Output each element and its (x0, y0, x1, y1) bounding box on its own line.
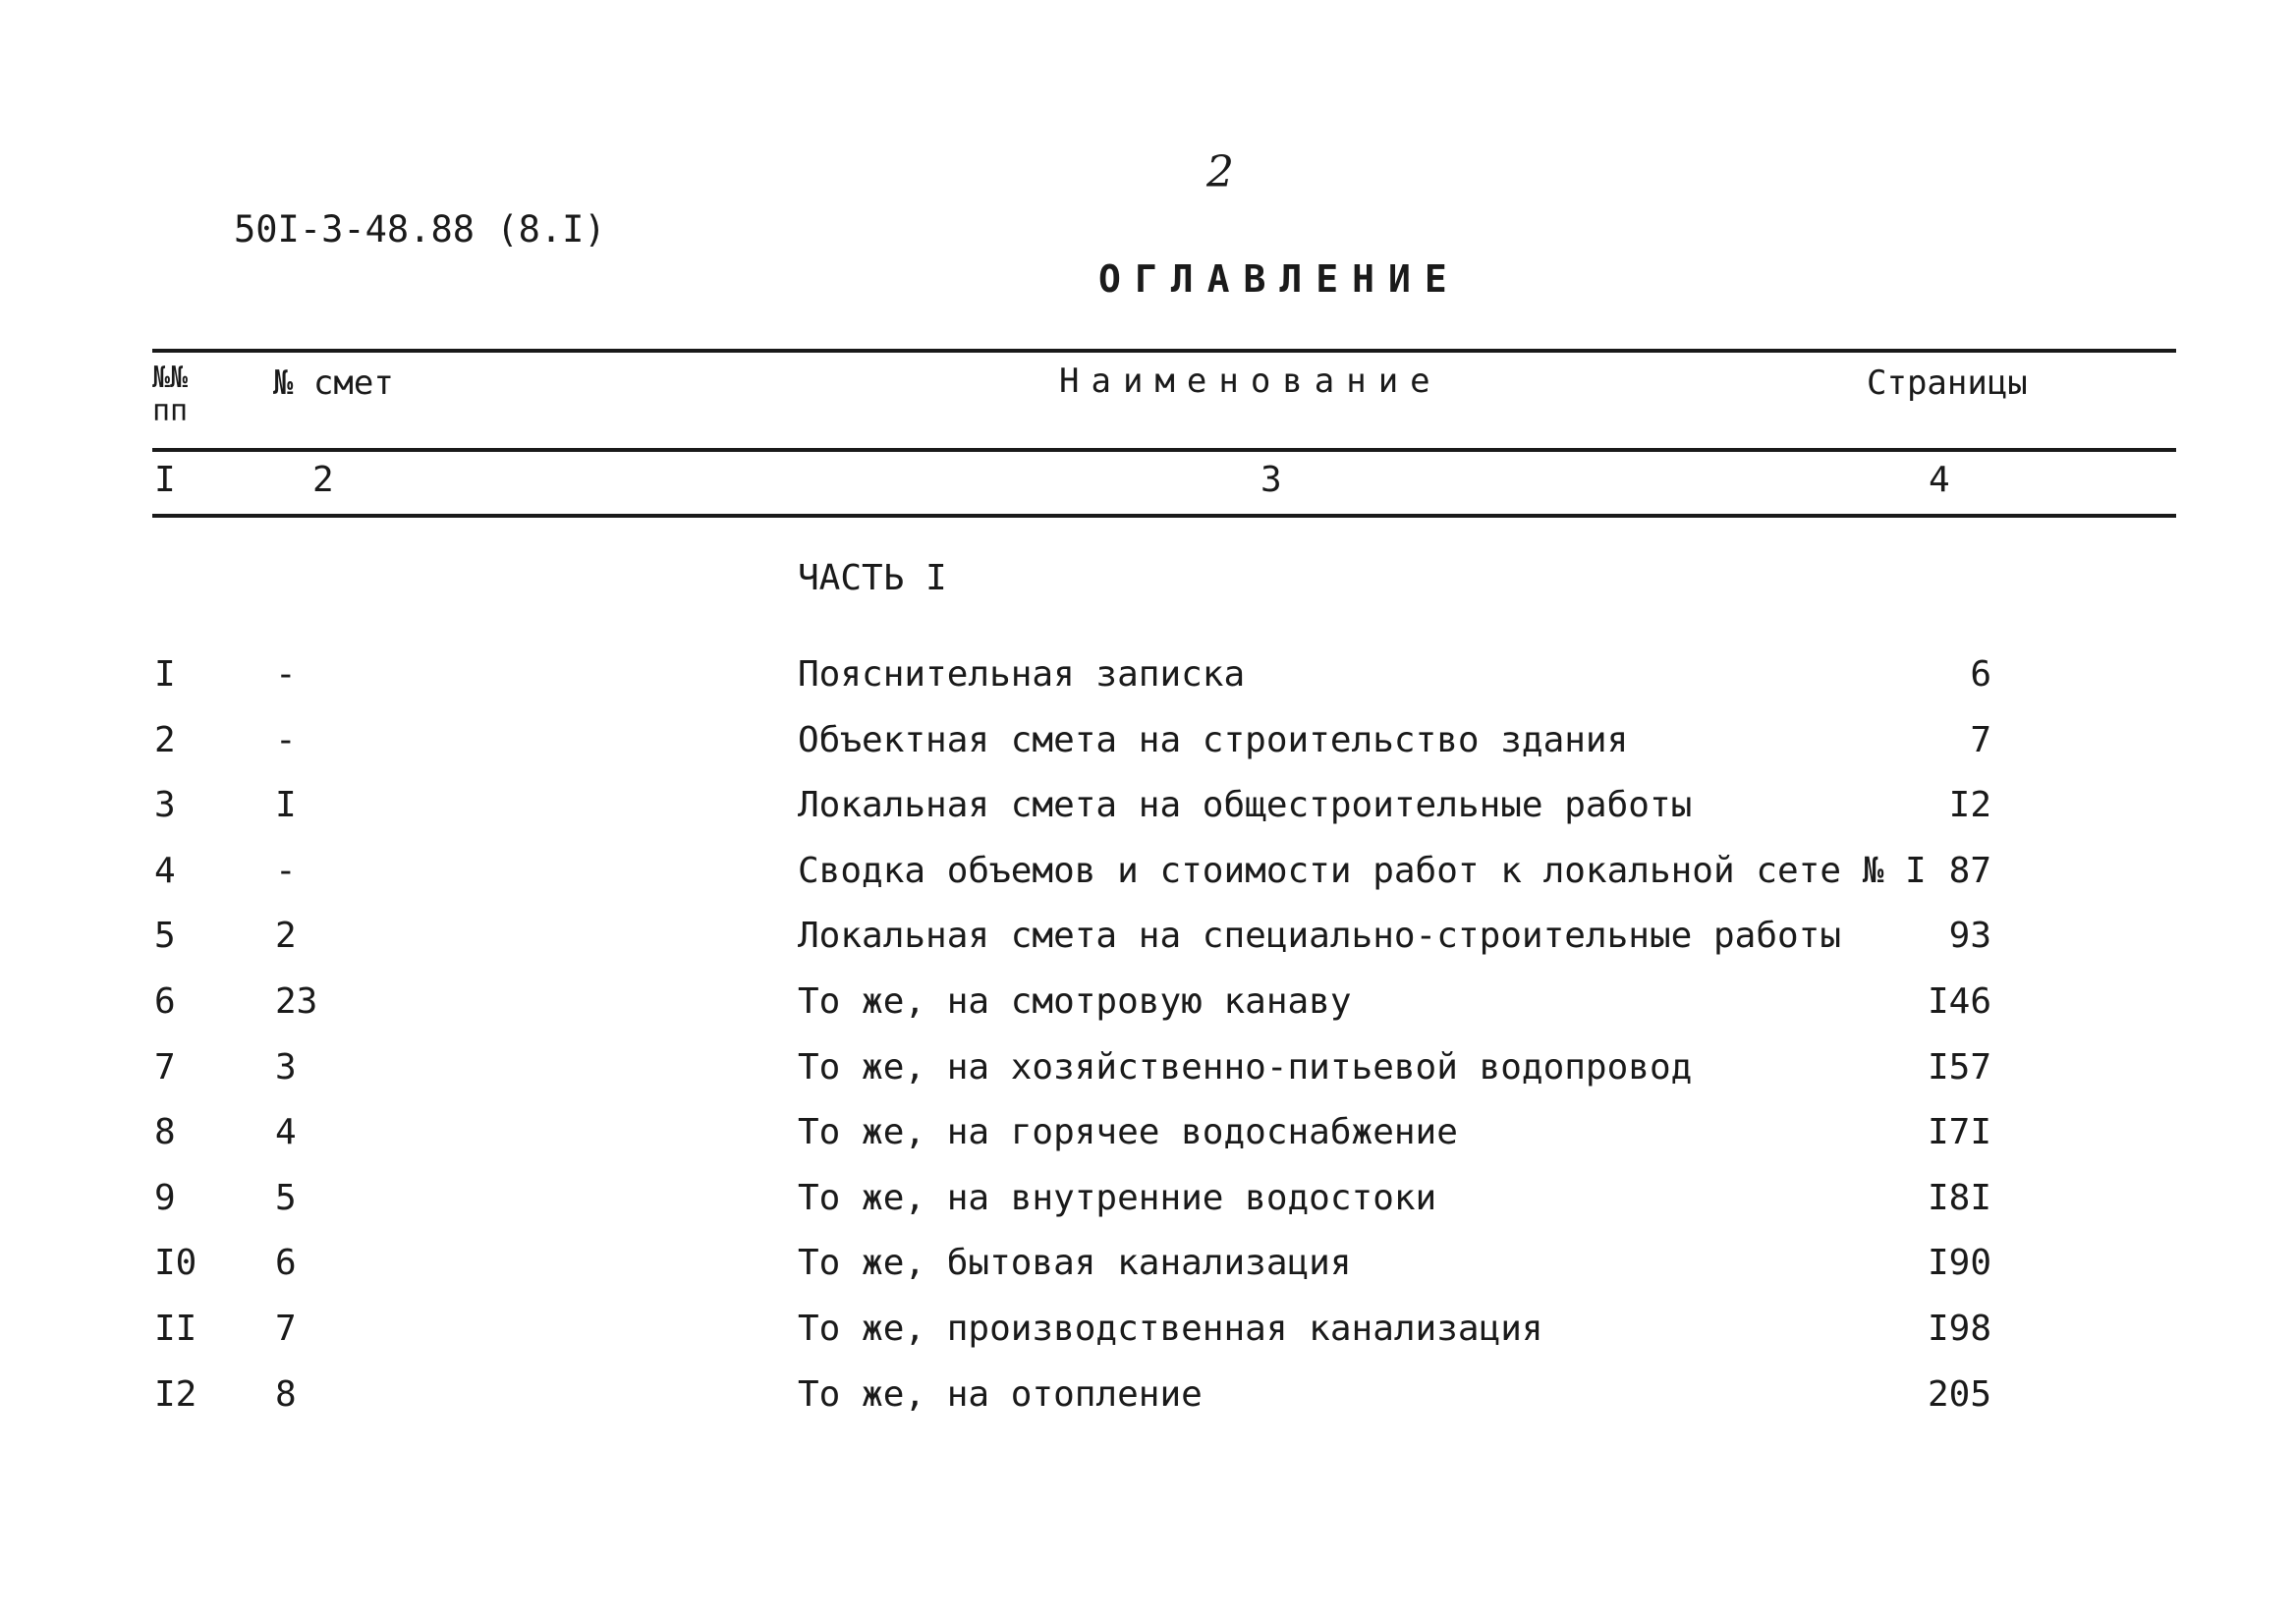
row-pp: 4 (154, 850, 176, 891)
header-pp-line1: №№ (152, 361, 189, 395)
column-number-2: 2 (312, 460, 334, 500)
row-name: То же, на хозяйственно-питьевой водопровод (798, 1046, 1693, 1088)
column-number-4: 4 (1929, 460, 1950, 500)
table-row (0, 1374, 2296, 1440)
row-pp: 9 (154, 1177, 176, 1218)
row-name: То же, бытовая канализация (798, 1243, 1352, 1284)
column-number-1: I (154, 460, 176, 500)
row-pp: I0 (154, 1243, 197, 1284)
row-page: 205 (1927, 1373, 1991, 1415)
row-smet: - (275, 850, 297, 891)
table-row (0, 981, 2296, 1047)
row-pp: 3 (154, 785, 176, 826)
row-name: Локальная смета на общестроительные работы (798, 785, 1693, 826)
row-smet: I (275, 785, 297, 826)
row-page: I7I (1927, 1112, 1991, 1153)
row-pp: 2 (154, 719, 176, 760)
row-smet: - (275, 719, 297, 760)
row-smet: 6 (275, 1243, 297, 1284)
row-name: То же, на смотровую канаву (798, 980, 1352, 1022)
page-title: ОГЛАВЛЕНИЕ (1098, 257, 1461, 301)
contents-rows (0, 654, 2296, 1439)
header-pages: Страницы (1867, 363, 2028, 403)
row-pp: 5 (154, 916, 176, 957)
table-row (0, 851, 2296, 917)
row-page: 7 (1970, 719, 1991, 760)
header-pp-line2: пп (152, 394, 189, 428)
row-smet: 3 (275, 1046, 297, 1088)
row-smet: 4 (275, 1112, 297, 1153)
row-page: I98 (1927, 1308, 1991, 1349)
table-row (0, 720, 2296, 786)
row-name: То же, на отопление (798, 1373, 1203, 1415)
table-row (0, 1243, 2296, 1309)
row-page: I90 (1927, 1243, 1991, 1284)
row-page: I2 (1948, 785, 1991, 826)
row-smet: 8 (275, 1373, 297, 1415)
row-pp: 6 (154, 980, 176, 1022)
table-row (0, 1309, 2296, 1374)
header-name: Наименование (1059, 362, 1442, 401)
row-name: То же, на горячее водоснабжение (798, 1112, 1458, 1153)
row-pp: II (154, 1308, 197, 1349)
table-row (0, 1178, 2296, 1244)
row-smet: 23 (275, 980, 318, 1022)
table-row (0, 1047, 2296, 1113)
row-name: Сводка объемов и стоимости работ к локальной сете № I (798, 850, 1927, 891)
row-name: Пояснительная записка (798, 654, 1246, 695)
table-row (0, 916, 2296, 981)
row-pp: 7 (154, 1046, 176, 1088)
row-page: I8I (1927, 1177, 1991, 1218)
row-page: I57 (1927, 1046, 1991, 1088)
row-smet: - (275, 654, 297, 695)
row-name: То же, производственная канализация (798, 1308, 1543, 1349)
row-pp: I2 (154, 1373, 197, 1415)
row-pp: 8 (154, 1112, 176, 1153)
row-page: 93 (1948, 916, 1991, 957)
header-smet: № смет (273, 363, 394, 403)
header-bottom-rule (152, 448, 2176, 452)
row-page: 87 (1948, 850, 1991, 891)
row-name: Объектная смета на строительство здания (798, 719, 1629, 760)
document-code: 50I-3-48.88 (8.I) (234, 208, 606, 251)
table-row (0, 1112, 2296, 1178)
row-smet: 7 (275, 1308, 297, 1349)
row-pp: I (154, 654, 176, 695)
column-numbers-rule (152, 514, 2176, 518)
row-smet: 5 (275, 1177, 297, 1218)
table-top-rule (152, 349, 2176, 353)
table-row (0, 785, 2296, 851)
column-number-3: 3 (1260, 460, 1282, 500)
section-title: ЧАСТЬ I (798, 558, 947, 598)
page-number: 2 (1206, 147, 1234, 197)
row-page: I46 (1927, 980, 1991, 1022)
table-row (0, 654, 2296, 720)
row-page: 6 (1970, 654, 1991, 695)
row-name: Локальная смета на специально-строительные работы (798, 916, 1842, 957)
row-smet: 2 (275, 916, 297, 957)
row-name: То же, на внутренние водостоки (798, 1177, 1437, 1218)
header-pp (152, 362, 188, 428)
